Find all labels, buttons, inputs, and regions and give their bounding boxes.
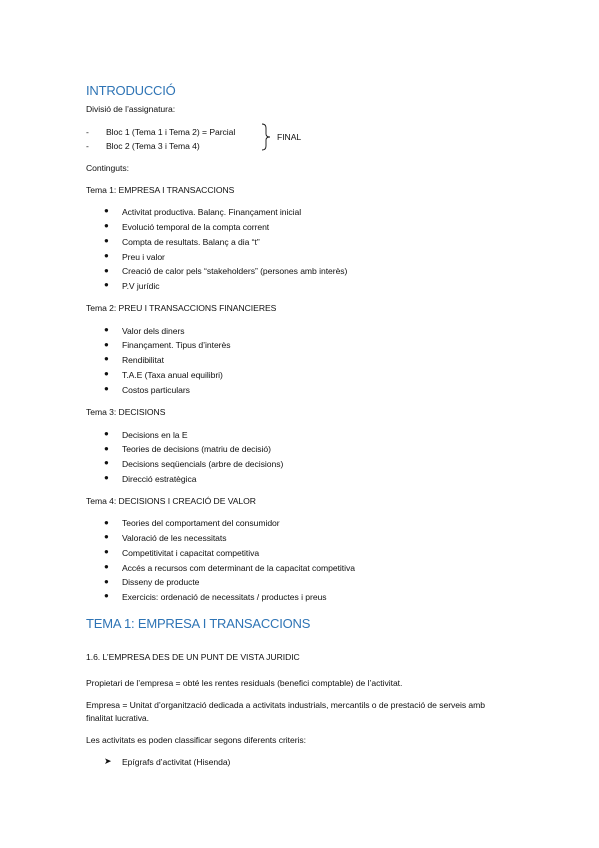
topic-4-title: Tema 4: DECISIONS I CREACIÓ DE VALOR xyxy=(86,496,256,506)
bullet-dot-icon: ● xyxy=(104,518,109,527)
list-item: Evolució temporal de la compta corrent xyxy=(122,222,270,232)
bullet-dot-icon: ● xyxy=(104,532,109,541)
list-item: Preu i valor xyxy=(122,252,165,262)
bullet-dot-icon: ● xyxy=(104,369,109,378)
list-item: Valoració de les necessitats xyxy=(122,533,227,543)
block-1: Bloc 1 (Tema 1 i Tema 2) = Parcial xyxy=(106,127,236,137)
list-item: Creació de calor pels “stakeholders” (persones amb interès) xyxy=(122,266,348,276)
intro-title: INTRODUCCIÓ xyxy=(86,83,176,98)
bullet-dot-icon: ● xyxy=(104,251,109,260)
list-item: Teories de decisions (matriu de decisió) xyxy=(122,444,271,454)
list-item: Decisions en la E xyxy=(122,430,188,440)
list-item: Decisions seqüencials (arbre de decisions) xyxy=(122,459,284,469)
bullet-dot-icon: ● xyxy=(104,206,109,215)
right-brace-icon xyxy=(260,123,272,151)
bullet-dot-icon: ● xyxy=(104,429,109,438)
list-item: Competitivitat i capacitat competitiva xyxy=(122,548,260,558)
bullet-dot-icon: ● xyxy=(104,280,109,289)
dash-icon: - xyxy=(86,141,89,151)
paragraph-company-line-2: finalitat lucrativa. xyxy=(86,713,150,723)
bullet-dot-icon: ● xyxy=(104,354,109,363)
bullet-dot-icon: ● xyxy=(104,577,109,586)
list-item: Finançament. Tipus d’interès xyxy=(122,340,231,350)
final-label: FINAL xyxy=(277,132,302,142)
bullet-dot-icon: ● xyxy=(104,444,109,453)
list-item: Direcció estratègica xyxy=(122,474,197,484)
list-item: Disseny de producte xyxy=(122,577,200,587)
bullet-dot-icon: ● xyxy=(104,266,109,275)
bullet-dot-icon: ● xyxy=(104,340,109,349)
bullet-dot-icon: ● xyxy=(104,591,109,600)
paragraph-owner: Propietari de l’empresa = obté les rentes residuals (benefici comptable) de l’activitat. xyxy=(86,678,403,688)
list-item: Epígrafs d’activitat (Hisenda) xyxy=(122,757,231,767)
block-2: Bloc 2 (Tema 3 i Tema 4) xyxy=(106,141,200,151)
topic-1-title: Tema 1: EMPRESA I TRANSACCIONS xyxy=(86,185,235,195)
topic-3-title: Tema 3: DECISIONS xyxy=(86,407,166,417)
arrowhead-bullet-icon: ➤ xyxy=(104,756,112,766)
list-item: Activitat productiva. Balanç. Finançament inicial xyxy=(122,207,302,217)
bullet-dot-icon: ● xyxy=(104,562,109,571)
paragraph-company-line-1: Empresa = Unitat d’organització dedicada a activitats industrials, mercantils o de prestació de serveis amb xyxy=(86,700,485,710)
bullet-dot-icon: ● xyxy=(104,221,109,230)
list-item: T.A.E (Taxa anual equilibri) xyxy=(122,370,223,380)
section-title: TEMA 1: EMPRESA I TRANSACCIONS xyxy=(86,616,311,631)
dash-icon: - xyxy=(86,127,89,137)
paragraph-criteria: Les activitats es poden classificar segons diferents criteris: xyxy=(86,735,306,745)
division-label: Divisió de l’assignatura: xyxy=(86,104,176,114)
list-item: Valor dels diners xyxy=(122,326,185,336)
contents-label: Continguts: xyxy=(86,163,129,173)
section-subheading: 1.6. L’EMPRESA DES DE UN PUNT DE VISTA JURIDIC xyxy=(86,652,300,662)
list-item: Teories del comportament del consumidor xyxy=(122,518,280,528)
list-item: P.V jurídic xyxy=(122,281,160,291)
list-item: Accés a recursos com determinant de la capacitat competitiva xyxy=(122,563,355,573)
list-item: Exercicis: ordenació de necessitats / productes i preus xyxy=(122,592,327,602)
list-item: Compta de resultats. Balanç a dia “t” xyxy=(122,237,260,247)
bullet-dot-icon: ● xyxy=(104,384,109,393)
bullet-dot-icon: ● xyxy=(104,547,109,556)
bullet-dot-icon: ● xyxy=(104,325,109,334)
list-item: Costos particulars xyxy=(122,385,190,395)
bullet-dot-icon: ● xyxy=(104,458,109,467)
bullet-dot-icon: ● xyxy=(104,236,109,245)
bullet-dot-icon: ● xyxy=(104,473,109,482)
list-item: Rendibilitat xyxy=(122,355,164,365)
topic-2-title: Tema 2: PREU I TRANSACCIONS FINANCIERES xyxy=(86,303,277,313)
